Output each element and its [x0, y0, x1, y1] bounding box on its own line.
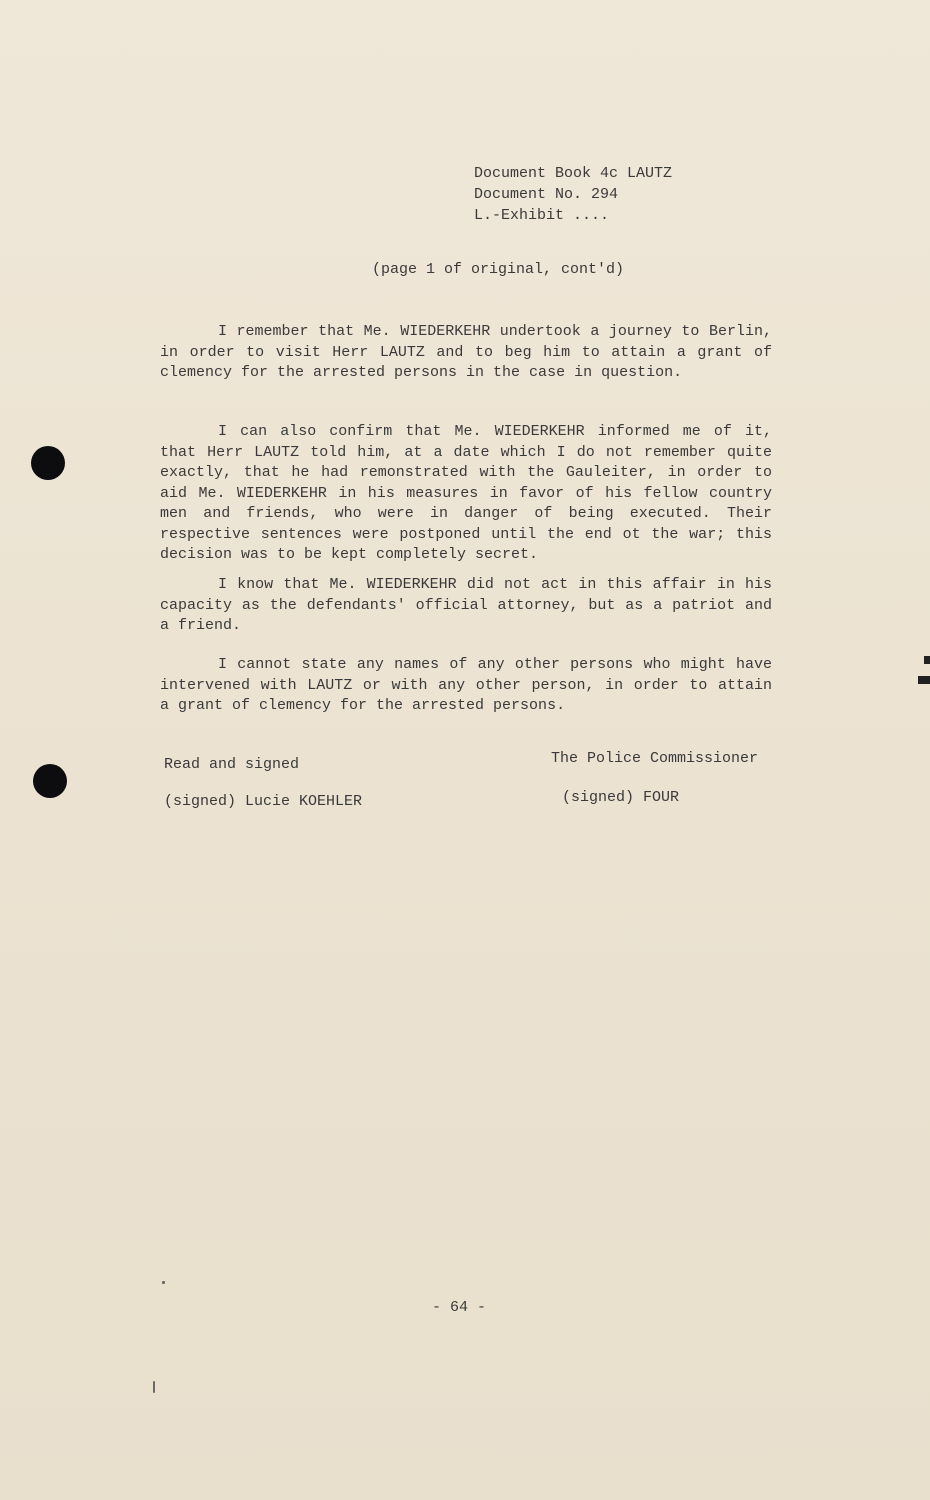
paragraph-2: I can also confirm that Me. WIEDERKEHR informed me of it, that Herr LAUTZ told him, at a date which I do not remember quite exactly, that he had remonstrated with the Gauleiter, in order to aid Me. WIEDERKEHR in his measures in favor of his fellow country men and friends, who were in danger of being executed. Their respective sentences were postponed until the end ot the war; this decision was to be kept completely secret.: [160, 423, 772, 563]
edge-mark: [924, 656, 930, 664]
speck: [162, 1281, 165, 1284]
header-exhibit-line: L.-Exhibit ....: [474, 207, 610, 224]
document-header: [474, 163, 672, 226]
signature-four: (signed) FOUR: [562, 789, 680, 806]
continuation-note: (page 1 of original, cont'd): [372, 261, 625, 278]
paragraph-4: I cannot state any names of any other persons who might have intervened with LAUTZ or with any other person, in order to attain a grant of clemency for the arrested persons.: [160, 656, 772, 714]
header-book-line: Document Book 4c LAUTZ: [474, 165, 673, 182]
header-document-number: Document No. 294: [474, 186, 619, 203]
page-number: - 64 -: [432, 1299, 487, 1316]
read-and-signed: Read and signed: [164, 756, 300, 773]
paragraph-3: I know that Me. WIEDERKEHR did not act in this affair in his capacity as the defendants' official attorney, but as a patriot and a friend.: [160, 576, 772, 634]
paragraph-1: I remember that Me. WIEDERKEHR undertook a journey to Berlin, in order to visit Herr LAUTZ and to beg him to attain a grant of clemency for the arrested persons in the case in question.: [160, 323, 772, 381]
signature-koehler: (signed) Lucie KOEHLER: [164, 793, 363, 810]
police-commissioner-label: The Police Commissioner: [551, 750, 759, 767]
punch-hole: [33, 764, 67, 798]
punch-hole: [31, 446, 65, 480]
edge-mark: [918, 676, 930, 684]
speck: [153, 1381, 155, 1393]
